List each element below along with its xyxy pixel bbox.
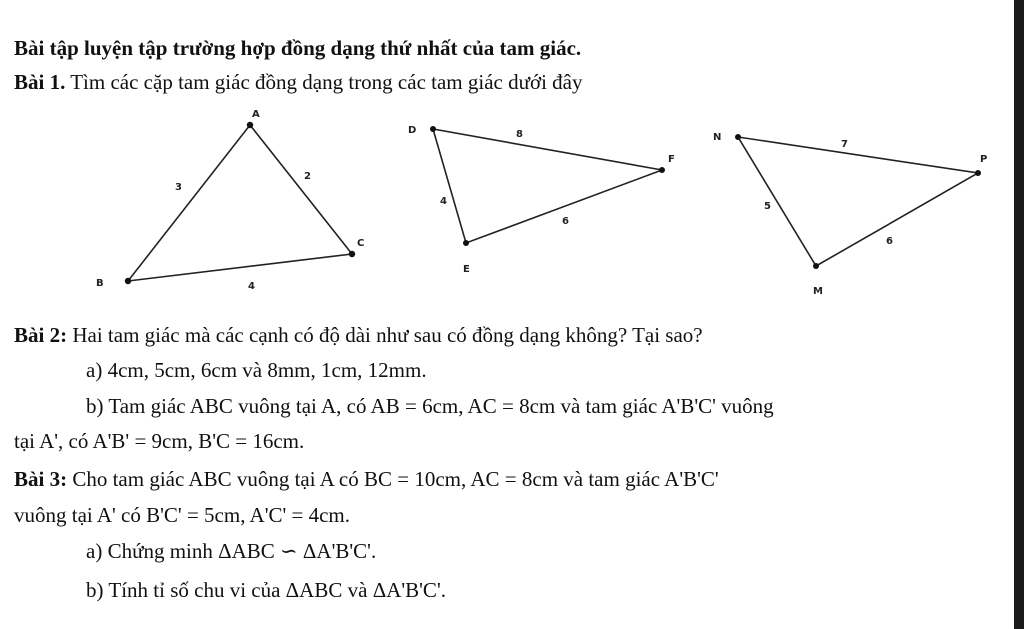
exercise-3a-math: ΔABC ∽ ΔA'B'C'. — [218, 539, 377, 563]
exercise-2-part-b-line-1 — [86, 393, 774, 419]
worksheet-title: Bài tập luyện tập trường hợp đồng dạng thứ nhất của tam giác. — [14, 36, 582, 60]
exercise-3-part-a — [86, 538, 376, 564]
exercise-3a-text: a) Chứng minh — [86, 539, 213, 563]
vertex-f-label: F — [668, 154, 675, 165]
exercise-3-line2-math: B'C' = 5cm, A'C' = 4cm. — [146, 503, 351, 527]
page-edge-border — [1014, 0, 1024, 629]
exercise-1-text: Tìm các cặp tam giác đồng dạng trong các tam giác dưới đây — [70, 70, 583, 94]
triangle-npm — [713, 132, 987, 297]
exercise-3-line2-text: vuông tại A' có — [14, 503, 141, 527]
exercise-2b-text: b) Tam giác ABC vuông tại A, có — [86, 394, 367, 418]
side-ab-length: 3 — [175, 182, 182, 193]
exercise-2b-text-2: và tam giác — [560, 394, 658, 418]
exercise-3-text: Cho tam giác ABC vuông tại A có — [72, 467, 359, 491]
side-ac-length: 2 — [304, 171, 311, 182]
side-df-length: 8 — [516, 129, 523, 140]
exercise-3-part-b — [86, 577, 446, 603]
vertex-p-point — [975, 170, 981, 176]
side-ef-length: 6 — [562, 216, 569, 227]
exercise-2-part-a: a) 4cm, 5cm, 6cm và 8mm, 1cm, 12mm. — [86, 358, 427, 382]
side-nm-length: 5 — [764, 201, 771, 212]
triangles-figure — [0, 100, 1010, 310]
exercise-3b-math-1: ΔABC — [285, 578, 343, 602]
side-pm-length: 6 — [886, 236, 893, 247]
exercise-3b-math-2: ΔA'B'C'. — [372, 578, 446, 602]
exercise-1 — [14, 69, 583, 95]
vertex-f-point — [659, 167, 665, 173]
exercise-3-line-2 — [14, 502, 350, 528]
exercise-2b-line2-math: A'B' = 9cm, B'C = 16cm. — [92, 429, 305, 453]
triangle-def-outline — [433, 129, 662, 243]
side-de-length: 4 — [440, 196, 447, 207]
vertex-p-label: P — [980, 154, 988, 165]
vertex-d-label: D — [408, 125, 417, 136]
vertex-n-label: N — [713, 132, 722, 143]
vertex-c-label: C — [357, 238, 365, 249]
exercise-2 — [14, 322, 703, 348]
triangle-abc-outline — [128, 125, 352, 281]
exercise-2b-line2-text: tại A', có — [14, 429, 89, 453]
exercise-2b-text-3: vuông — [721, 394, 774, 418]
exercise-3b-and: và — [347, 578, 368, 602]
vertex-m-point — [813, 263, 819, 269]
vertex-a-label: A — [252, 109, 260, 120]
exercise-2b-math-1: AB = 6cm, AC = 8cm — [370, 394, 556, 418]
exercise-3-math-2: A'B'C' — [664, 467, 719, 491]
exercise-3-line-1 — [14, 466, 719, 492]
triangle-def — [408, 125, 675, 275]
vertex-b-point — [125, 278, 131, 284]
exercise-2-text: Hai tam giác mà các cạnh có độ dài như sau có đồng dạng không? Tại sao? — [72, 323, 703, 347]
exercise-3b-text: b) Tính tỉ số chu vi của — [86, 578, 281, 602]
vertex-n-point — [735, 134, 741, 140]
vertex-b-label: B — [96, 278, 104, 289]
exercise-2b-math-2: A'B'C' — [661, 394, 716, 418]
side-np-length: 7 — [841, 139, 848, 150]
vertex-e-label: E — [463, 264, 470, 275]
exercise-3-math-1: BC = 10cm, AC = 8cm — [364, 467, 559, 491]
triangle-abc — [96, 109, 364, 292]
exercise-2-part-b-line-2 — [14, 428, 304, 454]
side-bc-length: 4 — [248, 281, 255, 292]
vertex-c-point — [349, 251, 355, 257]
exercise-2-label: Bài 2: — [14, 323, 68, 347]
triangles-svg — [0, 100, 1010, 310]
vertex-a-point — [247, 122, 253, 128]
exercise-3-text-2: và tam giác — [563, 467, 661, 491]
triangle-npm-outline — [738, 137, 978, 266]
exercise-3-label: Bài 3: — [14, 467, 68, 491]
vertex-m-label: M — [813, 286, 823, 297]
exercise-1-label: Bài 1. — [14, 70, 66, 94]
vertex-e-point — [463, 240, 469, 246]
vertex-d-point — [430, 126, 436, 132]
